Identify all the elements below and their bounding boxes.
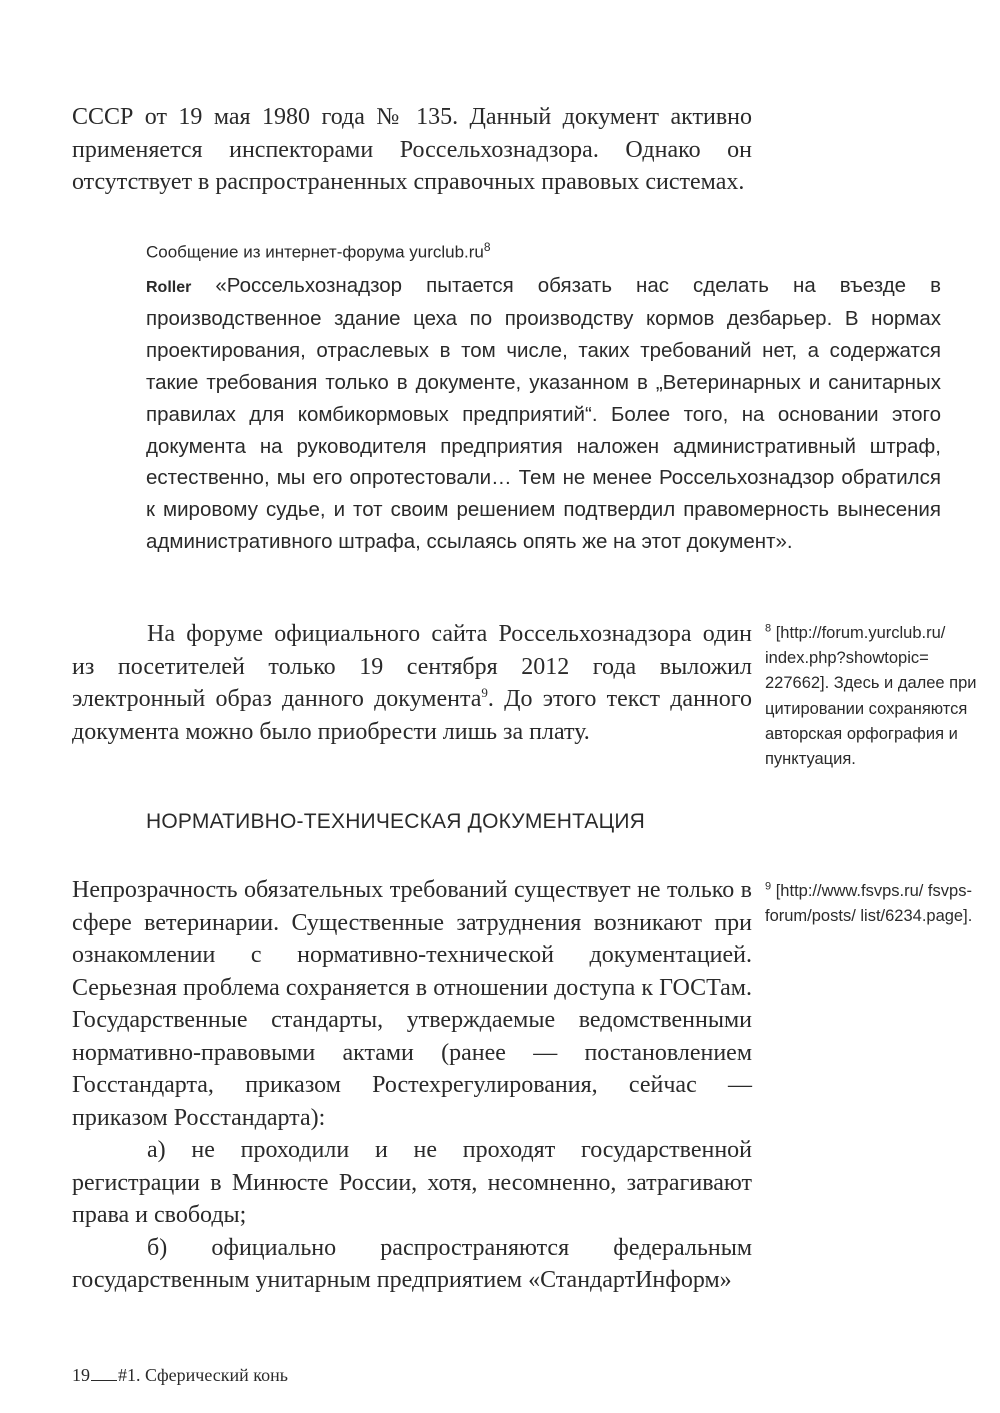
main-paragraph-1: Непрозрачность обязательных требований существует не только в сфере ветеринарии. Существенные затруднения возникают при ознакомлении с нормативно-технической документацией. Серьезная проблема сохраняется в отношении доступа к ГОСТам. Государственные стандарты, утверждаемые ведомственными нормативно-правовыми актами (ранее — постановлением Госстандарта, приказом Ростехрегулирования, сейчас — приказом Росстандарта): (72, 877, 752, 1131)
footer-title: #1. Сферический конь (118, 1365, 288, 1385)
page-footer (72, 1365, 288, 1386)
quote-author: Roller (146, 278, 192, 296)
footnote-9-number: 9 (765, 880, 772, 893)
forum-footnote-ref[interactable]: 9 (481, 685, 488, 700)
page-number: 19 (72, 1365, 90, 1385)
forum-paragraph-block (72, 618, 752, 748)
footnote-8 (765, 621, 995, 772)
main-paragraph-2: а) не проходили и не проходят государственной регистрации в Минюсте России, хотя, несомненно, затрагивают права и свободы; (72, 1137, 752, 1228)
main-text (72, 874, 752, 1297)
forum-paragraph-text-after: . До этого текст данного документа можно было приобрести лишь за плату. (72, 686, 753, 745)
footnote-8-text: [http://forum.yurclub.ru/ index.php?showtopic= 227662]. Здесь и далее при цитировании сохраняются авторская орфография и пунктуация. (765, 624, 977, 769)
forum-quote (146, 234, 941, 558)
main-paragraph-3: б) официально распространяются федеральным государственным унитарным предприятием «СтандартИнформ» (72, 1234, 752, 1293)
quote-header-text: Сообщение из интернет-форума yurclub.ru (146, 242, 484, 262)
footnote-8-number: 8 (765, 622, 772, 635)
footnote-9 (765, 879, 995, 929)
footnote-9-text: [http://www.fsvps.ru/ fsvps-forum/posts/ list/6234.page]. (765, 882, 973, 926)
intro-paragraph: СССР от 19 мая 1980 года № 135. Данный документ активно применяется инспекторами Россельхознадзора. Однако он отсутствует в распространенных справочных правовых системах. (72, 104, 752, 195)
quote-body (146, 270, 941, 558)
forum-paragraph (72, 618, 752, 748)
intro-paragraph-block (72, 101, 752, 199)
section-heading: НОРМАТИВНО-ТЕХНИЧЕСКАЯ ДОКУМЕНТАЦИЯ (146, 810, 646, 833)
forum-paragraph-text-before: На форуме официального сайта Россельхознадзора один из посетителей только 19 сентября 2012 года выложил электронный образ данного документа (72, 621, 752, 712)
quote-footnote-ref[interactable]: 8 (483, 240, 491, 254)
quote-header (146, 234, 941, 266)
quote-text: «Россельхознадзор пытается обязать нас сделать на въезде в производственное здание цеха по производству кормов дезбарьер. В нормах проектирования, отраслевых в том числе, таких требований нет, а содержатся такие требования только в документе, указанном в „Ветеринарных и санитарных правилах для комбикормовых предприятий“. Более того, на основании этого документа на руководителя предприятия наложен административный штраф, естественно, мы его опротестовали… Тем не менее Россельхознадзор обратился к мировому судье, и тот своим решением подтвердил правомерность вынесения административного штрафа, ссылаясь опять же на этот документ». (146, 273, 941, 554)
footer-rule (91, 1380, 117, 1381)
